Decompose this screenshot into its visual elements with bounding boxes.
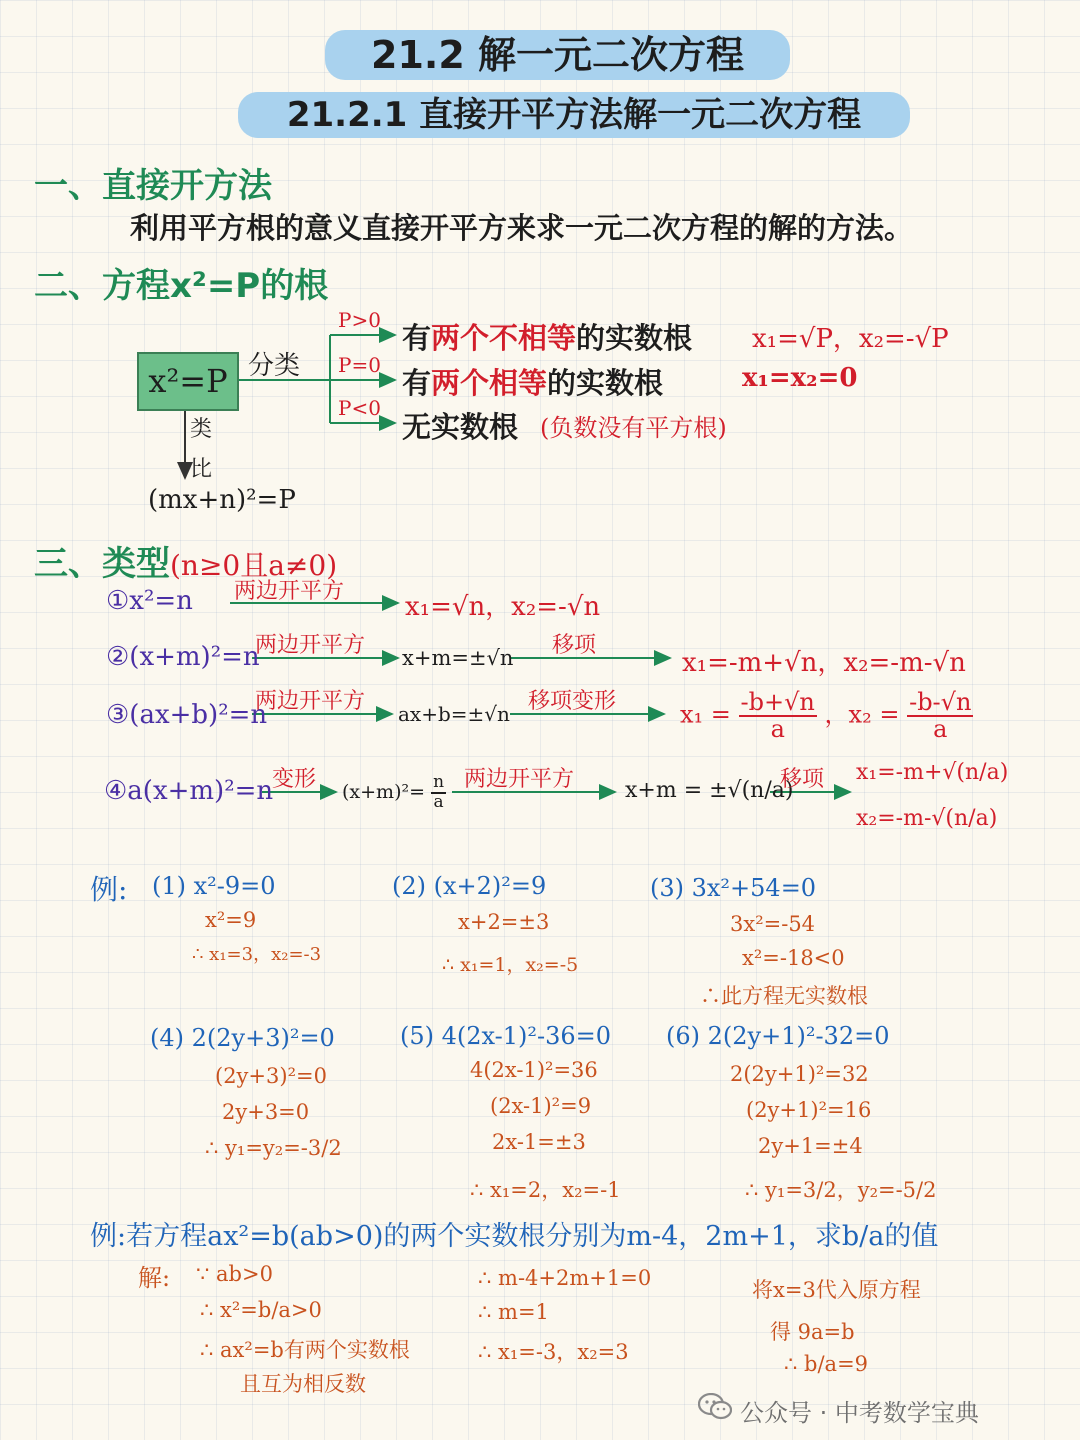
sol-col1-line4: 且互为相反数	[240, 1372, 366, 1396]
watermark	[698, 1392, 979, 1428]
ex4-answer: ∴ y₁=y₂=-3/2	[205, 1136, 342, 1160]
type2-label: ②(x+m)²=n	[106, 642, 260, 672]
examples-label: 例:	[90, 873, 128, 906]
type3-r1-fraction	[739, 690, 817, 742]
type3-r2-numerator: -b-√n	[909, 688, 972, 716]
type3-step1: 两边开平方	[255, 689, 366, 714]
type4-step2: 两边开平方	[464, 767, 575, 792]
case2-pre: 有	[402, 366, 432, 400]
ex4-step1: (2y+3)²=0	[215, 1064, 327, 1088]
type3-label: ③(ax+b)²=n	[106, 700, 268, 730]
section3-title: 三、类型	[34, 544, 170, 584]
box-equation: x²=P	[137, 352, 239, 411]
sol-col2-line3: ∴ x₁=-3，x₂=3	[478, 1340, 629, 1364]
ex2-step1: x+2=±3	[458, 910, 550, 934]
ex6-step3: 2y+1=±4	[758, 1134, 863, 1158]
ex3-step2: x²=-18<0	[742, 946, 845, 970]
case2-text	[402, 361, 663, 402]
case3-note: (负数没有平方根)	[540, 414, 727, 442]
case1-highlight: 两个不相等	[431, 321, 577, 355]
ex3-answer: ∴此方程无实数根	[700, 984, 868, 1008]
case1-condition: P>0	[338, 308, 381, 332]
type2-mid: x+m=±√n	[402, 646, 514, 670]
type3-r1-numerator: -b+√n	[740, 688, 815, 716]
sol-col2-line2: ∴ m=1	[478, 1300, 549, 1324]
ex4-step2: 2y+3=0	[222, 1100, 310, 1124]
ex1-problem: (1) x²-9=0	[152, 872, 276, 900]
type4-step1: 变形	[272, 767, 317, 792]
page-title: 21.2 解一元二次方程	[325, 30, 790, 80]
section1-text: 利用平方根的意义直接开平方来求一元二次方程的解的方法。	[130, 211, 914, 245]
sol-col3-line3: ∴ b/a=9	[784, 1352, 869, 1376]
solution-label: 解:	[138, 1264, 171, 1292]
section3-condition: (n≥0且a≠0)	[170, 549, 338, 582]
type3-r2-fraction	[907, 690, 973, 742]
case3-condition: P<0	[338, 396, 381, 420]
ex1-step1: x²=9	[205, 908, 257, 932]
type2-step1: 两边开平方	[255, 633, 366, 658]
ex5-answer: ∴ x₁=2，x₂=-1	[470, 1178, 621, 1202]
watermark-text: 公众号 · 中考数学宝典	[740, 1398, 979, 1427]
type4-step3: 移项	[780, 767, 825, 792]
type3-mid: ax+b=±√n	[398, 702, 510, 726]
wechat-icon	[698, 1393, 732, 1427]
case2-condition: P=0	[338, 353, 381, 377]
ex5-step1: 4(2x-1)²=36	[470, 1058, 598, 1082]
sol-col1-line3: ∴ ax²=b有两个实数根	[200, 1338, 410, 1362]
sol-col3-line2: 得 9a=b	[770, 1320, 855, 1344]
type3-result	[680, 690, 973, 742]
sol-col1-line1: ∵ ab>0	[196, 1262, 273, 1286]
type4-label: ④a(x+m)²=n	[104, 776, 274, 806]
classify-label: 分类	[248, 351, 301, 381]
case1-post: 的实数根	[576, 321, 693, 355]
type4-mid1-fraction	[431, 774, 446, 812]
type1-result: x₁=√n，x₂=-√n	[405, 592, 601, 622]
analog-equation: (mx+n)²=P	[148, 485, 296, 515]
type4-mid2: x+m = ±√(n/a)	[625, 778, 794, 803]
section1-heading: 一、直接开方法	[34, 166, 272, 206]
type4-result-2: x₂=-m-√(n/a)	[856, 806, 998, 831]
type3-r1-prefix: x₁ =	[680, 700, 731, 729]
type3-step2: 移项变形	[528, 689, 617, 714]
section2-heading: 二、方程x²=P的根	[34, 266, 329, 306]
ex2-problem: (2) (x+2)²=9	[392, 872, 547, 900]
case2-result: x₁=x₂=0	[742, 363, 858, 393]
type4-mid1-denominator: a	[433, 791, 444, 812]
ex5-problem: (5) 4(2x-1)²-36=0	[400, 1022, 612, 1050]
sol-col3-line1: 将x=3代入原方程	[752, 1278, 921, 1302]
case1-result: x₁=√P，x₂=-√P	[752, 324, 949, 354]
ex4-problem: (4) 2(2y+3)²=0	[150, 1024, 335, 1052]
type2-step2: 移项	[552, 633, 597, 658]
sol-col2-line1: ∴ m-4+2m+1=0	[478, 1266, 652, 1290]
type1-step: 两边开平方	[234, 579, 345, 604]
type1-label: ①x²=n	[106, 586, 193, 616]
type3-r2-prefix: ，x₂ =	[824, 700, 900, 729]
case1-pre: 有	[402, 321, 432, 355]
type4-mid1-numerator: n	[433, 772, 445, 792]
case3-text: 无实数根	[402, 410, 519, 444]
type4-mid1-prefix: (x+m)²=	[342, 780, 426, 803]
ex6-step2: (2y+1)²=16	[746, 1098, 872, 1122]
sol-col1-line2: ∴ x²=b/a>0	[200, 1298, 322, 1322]
case2-highlight: 两个相等	[431, 366, 548, 400]
ex1-answer: ∴ x₁=3，x₂=-3	[192, 944, 322, 965]
ex3-step1: 3x²=-54	[730, 912, 816, 936]
ex6-step1: 2(2y+1)²=32	[730, 1062, 869, 1086]
case2-post: 的实数根	[547, 366, 664, 400]
type4-result-1: x₁=-m+√(n/a)	[856, 760, 1009, 785]
analogy-label-2: 比	[190, 457, 213, 482]
ex3-problem: (3) 3x²+54=0	[650, 874, 817, 902]
type2-result: x₁=-m+√n，x₂=-m-√n	[682, 648, 966, 678]
ex5-step2: (2x-1)²=9	[490, 1094, 592, 1118]
ex2-answer: ∴ x₁=1，x₂=-5	[442, 954, 579, 976]
type4-mid1	[342, 774, 446, 812]
ex6-problem: (6) 2(2y+1)²-32=0	[666, 1022, 890, 1050]
ex6-answer: ∴ y₁=3/2，y₂=-5/2	[745, 1178, 937, 1202]
ex5-step3: 2x-1=±3	[492, 1130, 586, 1154]
case1-text	[402, 316, 692, 357]
page-subtitle: 21.2.1 直接开平方法解一元二次方程	[238, 92, 910, 138]
analogy-label-1: 类	[190, 417, 213, 442]
type3-r2-denominator: a	[933, 715, 948, 744]
problem-question: 例:若方程ax²=b(ab>0)的两个实数根分别为m-4，2m+1，求b/a的值	[90, 1221, 939, 1252]
type3-r1-denominator: a	[770, 715, 785, 744]
